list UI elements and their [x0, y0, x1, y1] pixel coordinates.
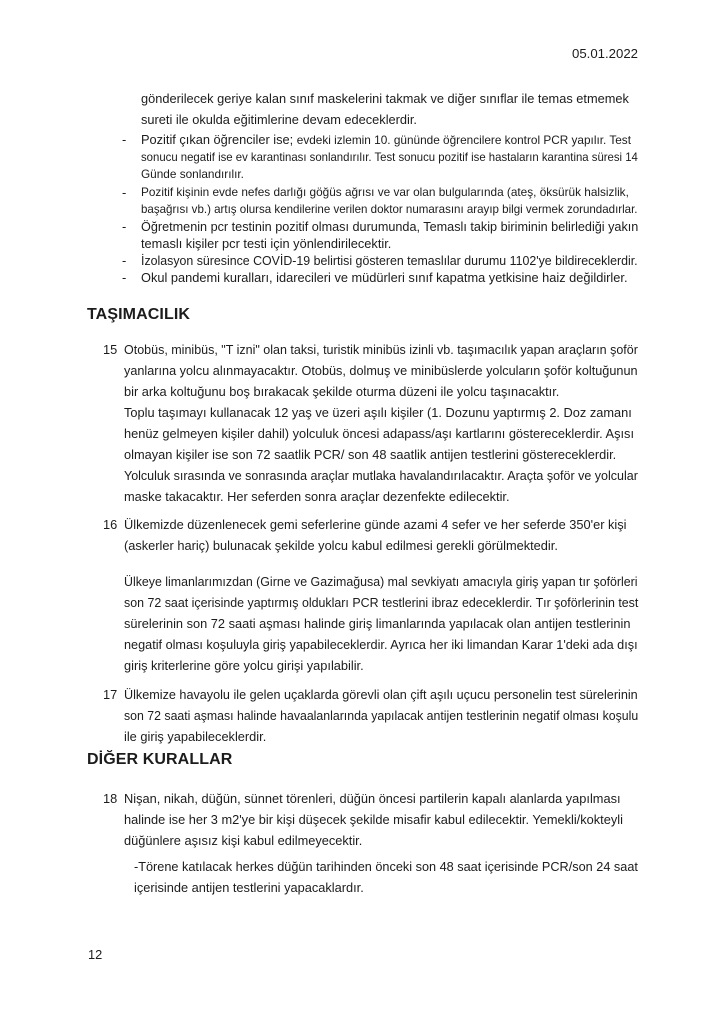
bullet-item-positive-students	[122, 131, 638, 183]
text-line: Pozitif kişinin evde nefes darlığı göğüs ağrısı ve var olan bulgularında (ateş, öksürük halsizlik,	[141, 185, 629, 199]
item-15-paragraph-1	[124, 339, 638, 402]
bullet-dash: -	[122, 132, 127, 147]
section-heading-diger-kurallar: DİĞER KURALLAR	[87, 751, 233, 768]
item-18-paragraph-1	[124, 788, 638, 851]
item-15-paragraph-3	[124, 465, 638, 507]
text-line: başağrısı vb.) artış olursa kendilerine verilen doktor numarasını arayıp bilgi vermek zorundadırlar.	[141, 202, 638, 216]
text-line: Okul pandemi kuralları, idarecileri ve müdürleri sınıf kapatma yetkisine haiz değildirler.	[141, 270, 628, 285]
text-line: bir arka koltuğunu boş bırakacak şekilde oturma düzeni ile yolcu taşınacaktır.	[124, 384, 560, 399]
intro-continuation-paragraph	[141, 88, 638, 130]
item-15-number: 15	[103, 342, 118, 357]
text-line: ile giriş yapabileceklerdir.	[124, 729, 267, 744]
item-15-paragraph-2	[124, 402, 638, 465]
item-18-paragraph-2	[134, 856, 638, 898]
bullet-item-positive-person-symptoms	[122, 184, 638, 218]
bullet-rest-text: evdeki izlemin 10. gününde öğrencilere kontrol PCR yapılır. Test	[296, 133, 631, 147]
item-16-number: 16	[103, 517, 118, 532]
bullet-item-isolation-report	[122, 252, 638, 269]
text-line: halinde ise her 3 m2'ye bir kişi düşecek şekilde misafir kabul edilecektir. Yemekli/kokteyli	[124, 812, 623, 827]
text-line: giriş kriterlerine göre yolcu girişi yapılabilir.	[124, 658, 364, 673]
text-line: düğünlere aşısız kişi kabul edilmeyecektir.	[124, 833, 363, 848]
item-17-number: 17	[103, 687, 118, 702]
text-line: Ülkemizde düzenlenecek gemi seferlerine günde azami 4 sefer ve her seferde 350'er kişi	[124, 517, 627, 532]
text-line: sonucu negatif ise ev karantinası sonlandırılır. Test sonucu pozitif ise hastaların karantina süresi 14	[141, 150, 638, 164]
text-line: (askerler hariç) bulunacak şekilde yolcu kabul edilmesi gerekli görülmektedir.	[124, 538, 558, 553]
text-line: sürelerinin son 72 saati aşması halinde giriş limanlarında yapılacak olan antijen testlerinin	[124, 616, 631, 631]
page-number: 12	[88, 947, 103, 962]
text-line: Öğretmenin pcr testinin pozitif olması durumunda, Temaslı takip biriminin belirlediği yakın	[141, 219, 639, 234]
document-body	[0, 88, 724, 898]
text-line: yanlarına yolcu alınmayacaktır. Otobüs, dolmuş ve minibüslerde yolcuların şoför koltuğunun	[124, 363, 638, 378]
section-heading-tasimacilik: TAŞIMACILIK	[87, 306, 191, 323]
text-line: olmayan kişiler ise son 72 saatlik PCR/ son 48 saatlik antijen testlerini göstereceklerdir.	[124, 447, 617, 462]
text-line: son 72 saat içerisinde yaptırmış oldukları PCR testlerini ibraz edeceklerdir. Tır şoförlerinin test	[124, 595, 639, 610]
item-16-paragraph-1	[124, 514, 638, 556]
text-line: Ülkemize havayolu ile gelen uçaklarda görevli olan çift aşılı uçucu personelin test sürelerinin	[124, 687, 638, 702]
bullet-lead-text: Pozitif çıkan öğrenciler ise;	[141, 132, 294, 147]
text-line: Günde sonlandırılır.	[141, 167, 244, 181]
text-line: sureti ile okulda eğitimlerine devam edeceklerdir.	[141, 112, 417, 127]
text-line: Yolculuk sırasında ve sonrasında araçlar mutlaka havalandırılacaktır. Araçta şoför ve yolcular	[124, 468, 638, 483]
document-date: 05.01.2022	[571, 46, 638, 61]
item-17-paragraph-1	[124, 684, 638, 747]
item-18-number: 18	[103, 791, 118, 806]
text-line: temaslı kişiler pcr testi için yönlendirilecektir.	[141, 236, 392, 251]
item-18	[103, 788, 638, 851]
bullet-text	[141, 131, 638, 183]
item-15-text	[124, 339, 638, 465]
text-line: Otobüs, minibüs, "T izni" olan taksi, turistik minibüs izinli vb. taşımacılık yapan araçların şoför	[124, 342, 638, 357]
bullet-text	[141, 184, 638, 218]
bullet-text	[141, 252, 638, 269]
bullet-dash: -	[122, 253, 127, 268]
text-line: negatif olması koşuluyla giriş yapabileceklerdir. Ayrıca her iki limandan Karar 1'deki ada dışı	[124, 637, 638, 652]
text-line: -Törene katılacak herkes düğün tarihinden önceki son 48 saat içerisinde PCR/son 24 saat	[134, 859, 638, 874]
text-line	[141, 131, 638, 149]
item-15	[103, 339, 638, 465]
bullet-item-school-pandemic-boards	[122, 269, 638, 286]
bullet-text	[141, 218, 638, 252]
text-line: henüz gelmeyen kişiler dahil) yolculuk öncesi adapass/aşı kartlarını göstereceklerdir. Aşısı	[124, 426, 634, 441]
text-line: Nişan, nikah, düğün, sünnet törenleri, düğün öncesi partilerin kapalı alanlarda yapılması	[124, 791, 621, 806]
bullet-dash: -	[122, 270, 127, 285]
text-line: gönderilecek geriye kalan sınıf maskelerini takmak ve diğer sınıflar ile temas etmemek	[141, 91, 629, 106]
bullet-text	[141, 269, 638, 286]
text-line: maske takacaktır. Her seferden sonra araçlar dezenfekte edilecektir.	[124, 489, 510, 504]
text-line: Ülkeye limanlarımızdan (Girne ve Gazimağusa) mal sevkiyatı amacıyla giriş yapan tır şoförleri	[124, 574, 638, 589]
text-line: içerisinde antijen testlerini yapacaklardır.	[134, 880, 364, 895]
item-16-paragraph-2	[124, 571, 638, 676]
bullet-item-teacher-pcr	[122, 218, 638, 252]
bullet-dash: -	[122, 219, 127, 234]
bullet-dash: -	[122, 185, 127, 200]
text-line: İzolasyon süresince COVİD-19 belirtisi gösteren temaslılar durumu 1102'ye bildireceklerdir.	[141, 253, 638, 268]
text-line: son 72 saati aşması halinde havaalanlarında yapılacak antijen testlerinin negatif olması koşulu	[124, 708, 639, 723]
item-16	[103, 514, 638, 556]
item-17	[103, 684, 638, 747]
text-line: Toplu taşımayı kullanacak 12 yaş ve üzeri aşılı kişiler (1. Dozunu yaptırmış 2. Doz zamanı	[124, 405, 632, 420]
